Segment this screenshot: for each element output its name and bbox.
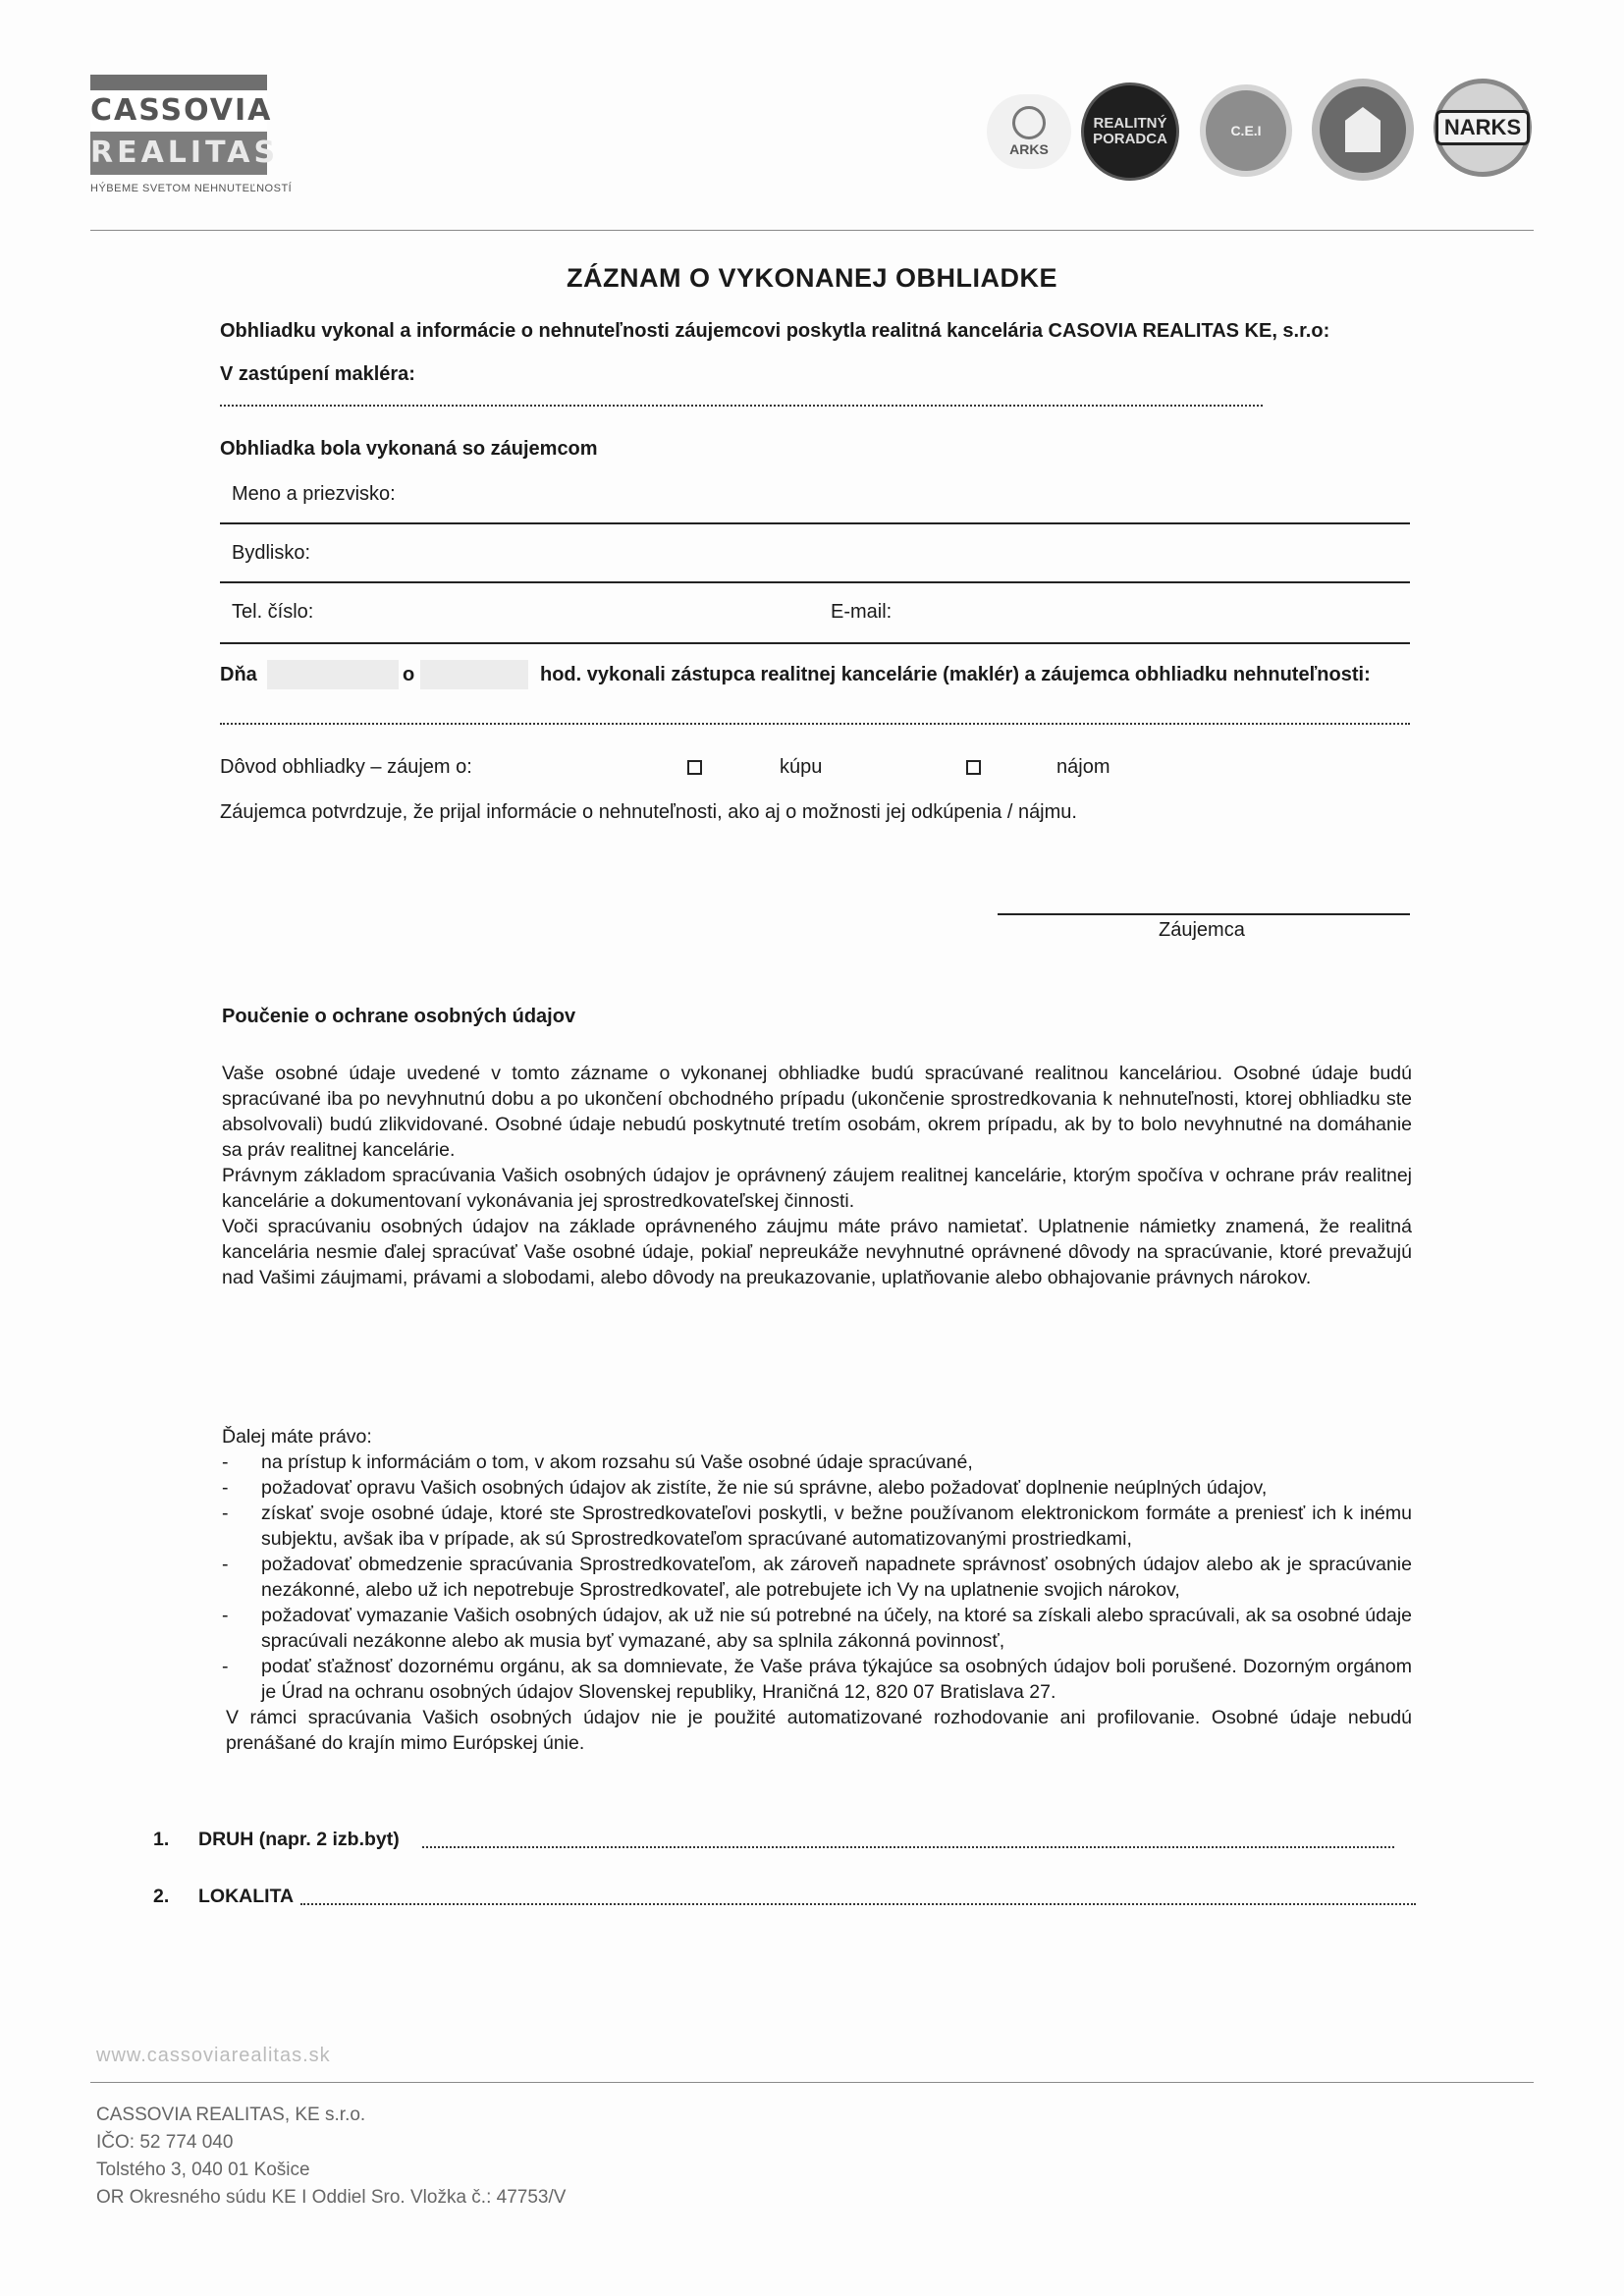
house-icon	[1345, 107, 1380, 152]
rights-item	[222, 1501, 1412, 1552]
row-1-number: 1.	[153, 1829, 170, 1850]
email-label: E-mail:	[831, 601, 893, 623]
logo-tagline: HÝBEME SVETOM NEHNUTEĽNOSTÍ	[90, 183, 293, 194]
date-row-text: hod. vykonali zástupca realitnej kancelárie (maklér) a záujemca obhliadku nehnuteľnosti:	[540, 664, 1371, 685]
narks-label: NARKS	[1435, 110, 1530, 145]
footer-register: OR Okresného súdu KE I Oddiel Sro. Vložka č.: 47753/V	[96, 2187, 567, 2208]
agent-dotted-line[interactable]	[220, 405, 1263, 407]
privacy-heading: Poučenie o ochrane osobných údajov	[222, 1006, 576, 1027]
dash-bullet: -	[222, 1554, 229, 1575]
rent-checkbox[interactable]	[966, 760, 981, 775]
name-field-line[interactable]	[220, 522, 1410, 524]
page-title: ZÁZNAM O VYKONANEJ OBHLIADKE	[566, 263, 1057, 293]
privacy-paragraph-3: Voči spracúvaniu osobných údajov na základe oprávneného záujmu máte právo namietať. Uplatnenie námietky znamená, že realitná kancelária nesmie ďalej spracúvať Vaše osobné údaje, pokiaľ nepreukáže nevyhnutné oprávnené dôvody na spracúvanie, ktoré prevažujú nad Vašimi záujmami, právami a slobodami, alebo dôvody na preukazovanie, uplatňovanie alebo obhajovanie právnych nárokov.	[222, 1216, 1412, 1288]
intro-text: Obhliadku vykonal a informácie o nehnuteľnosti záujemcovi poskytla realitná kancelária CASOVIA REALITAS KE, s.r.o:	[220, 320, 1330, 342]
dash-bullet: -	[222, 1451, 229, 1473]
rights-item-text: požadovať opravu Vašich osobných údajov ak zistíte, že nie sú správne, alebo požadovať doplnenie neúplných údajov,	[261, 1477, 1268, 1499]
privacy-paragraph-2: Právnym základom spracúvania Vašich osobných údajov je oprávnený záujem realitnej kancelárie, ktorým spočíva v ochrane práv realitnej kancelárie a dokumentovaní vykonávania jej sprostredkovateľskej činnosti.	[222, 1165, 1412, 1212]
row-1-dotted-line[interactable]	[422, 1846, 1394, 1848]
poradca-line2: PORADCA	[1093, 131, 1167, 147]
date-day-field[interactable]	[267, 660, 399, 689]
property-dotted-line[interactable]	[220, 723, 1410, 725]
rights-item-text: podať sťažnosť dozornému orgánu, ak sa domnievate, že Vaše práva týkajúce sa osobných údajov boli porušené. Dozorným orgánom je Úrad na ochranu osobných údajov Slovenskej republiky, Hraničná 12, 820 07 Bratislava 27.	[261, 1656, 1412, 1703]
privacy-paragraph-1: Vaše osobné údaje uvedené v tomto zázname o vykonanej obhliadke budú spracúvané realitnou kanceláriou. Osobné údaje budú spracúvané iba po nevyhnutnú dobu a po ukončení obchodného prípadu (ukončenie sprostredkovania k nehnuteľnosti, ktorej obhliadku ste absolvovali) budú zlikvidované. Osobné údaje nebudú poskytnuté tretím osobám, okrem prípadu, ak by to bolo nevyhnutné na domáhanie sa práv realitnej kancelárie.	[222, 1063, 1412, 1161]
address-label: Bydlisko:	[232, 542, 311, 564]
dash-bullet: -	[222, 1605, 229, 1626]
rights-item-text: na prístup k informáciám o tom, v akom rozsahu sú Vaše osobné údaje spracúvané,	[261, 1451, 973, 1473]
arks-logo-icon	[1012, 106, 1046, 139]
address-field-line[interactable]	[220, 581, 1410, 583]
narks-badge	[1434, 79, 1532, 177]
signature-label: Záujemca	[1159, 919, 1245, 941]
buy-option-label: kúpu	[780, 756, 823, 778]
rights-item-text: požadovať obmedzenie spracúvania Sprostredkovateľom, ak zároveň napadnete správnosť osobných údajov alebo ak je spracúvanie nezákonné, alebo už ich nepotrebuje Sprostredkovateľ, ale potrebujete ich Vy na uplatnenie svojich nárokov,	[261, 1554, 1412, 1601]
row-1-label: DRUH (napr. 2 izb.byt)	[198, 1829, 400, 1850]
rights-item-text: získať svoje osobné údaje, ktoré ste Sprostredkovateľovi poskytli, v bežne používanom elektronickom formáte a preniesť ich k inému subjektu, avšak iba v prípade, ak sú Sprostredkovateľom spracúvané automatizovanými prostriedkami,	[261, 1503, 1412, 1550]
house-seal-badge	[1312, 79, 1414, 181]
cei-badge	[1200, 84, 1292, 177]
viewing-with-heading: Obhliadka bola vykonaná so záujemcom	[220, 438, 598, 460]
cei-label: C.E.I	[1230, 123, 1262, 138]
confirmation-text: Záujemca potvrdzuje, že prijal informácie o nehnuteľnosti, ako aj o možnosti jej odkúpenia / nájmu.	[220, 801, 1077, 823]
row-2-dotted-line[interactable]	[300, 1903, 1416, 1905]
header-divider	[90, 230, 1534, 231]
date-at-label: o	[403, 664, 415, 685]
logo-realitas: REALITAS	[90, 132, 267, 175]
poradca-line1: REALITNÝ	[1093, 115, 1167, 132]
dash-bullet: -	[222, 1656, 229, 1677]
rights-item	[222, 1654, 1412, 1705]
arks-label: ARKS	[1009, 141, 1049, 157]
rights-item	[222, 1603, 1412, 1654]
date-day-label: Dňa	[220, 664, 257, 685]
footer-ico: IČO: 52 774 040	[96, 2132, 234, 2153]
logo-top-bar	[90, 75, 267, 90]
rights-intro: Ďalej máte právo:	[222, 1426, 372, 1448]
rights-closing: V rámci spracúvania Vašich osobných údajov nie je použité automatizované rozhodovanie ani profilovanie. Osobné údaje nebudú prenášané do krajín mimo Európskej únie.	[226, 1707, 1412, 1754]
rights-item	[222, 1475, 1412, 1501]
footer-info	[96, 2102, 566, 2212]
footer-company: CASSOVIA REALITAS, KE s.r.o.	[96, 2105, 366, 2125]
row-2-label: LOKALITA	[198, 1886, 295, 1907]
arks-badge	[987, 94, 1071, 169]
reason-label: Dôvod obhliadky – záujem o:	[220, 756, 472, 778]
signature-line[interactable]	[998, 913, 1410, 915]
realitny-poradca-badge	[1081, 82, 1179, 181]
footer-divider	[90, 2082, 1534, 2083]
privacy-text	[222, 1061, 1412, 1290]
buy-checkbox[interactable]	[687, 760, 702, 775]
date-time-field[interactable]	[420, 660, 528, 689]
rights-item	[222, 1449, 1412, 1475]
contact-field-line[interactable]	[220, 642, 1410, 644]
footer-website: www.cassoviarealitas.sk	[96, 2045, 331, 2066]
rent-option-label: nájom	[1056, 756, 1110, 778]
dash-bullet: -	[222, 1503, 229, 1524]
rights-item	[222, 1552, 1412, 1603]
agent-label: V zastúpení makléra:	[220, 363, 415, 385]
footer-address: Tolstého 3, 040 01 Košice	[96, 2159, 310, 2180]
name-label: Meno a priezvisko:	[232, 483, 396, 505]
logo-cassovia: CASSOVIA	[90, 93, 273, 128]
rights-section	[222, 1424, 1412, 1756]
phone-label: Tel. číslo:	[232, 601, 314, 623]
dash-bullet: -	[222, 1477, 229, 1499]
rights-item-text: požadovať vymazanie Vašich osobných údajov, ak už nie sú potrebné na účely, na ktoré sa získali alebo spracúvali, ak sa osobné údaje spracúvali nezákonne alebo ak musia byť vymazané, aby sa splnila zákonná povinnosť,	[261, 1605, 1412, 1652]
row-2-number: 2.	[153, 1886, 170, 1907]
